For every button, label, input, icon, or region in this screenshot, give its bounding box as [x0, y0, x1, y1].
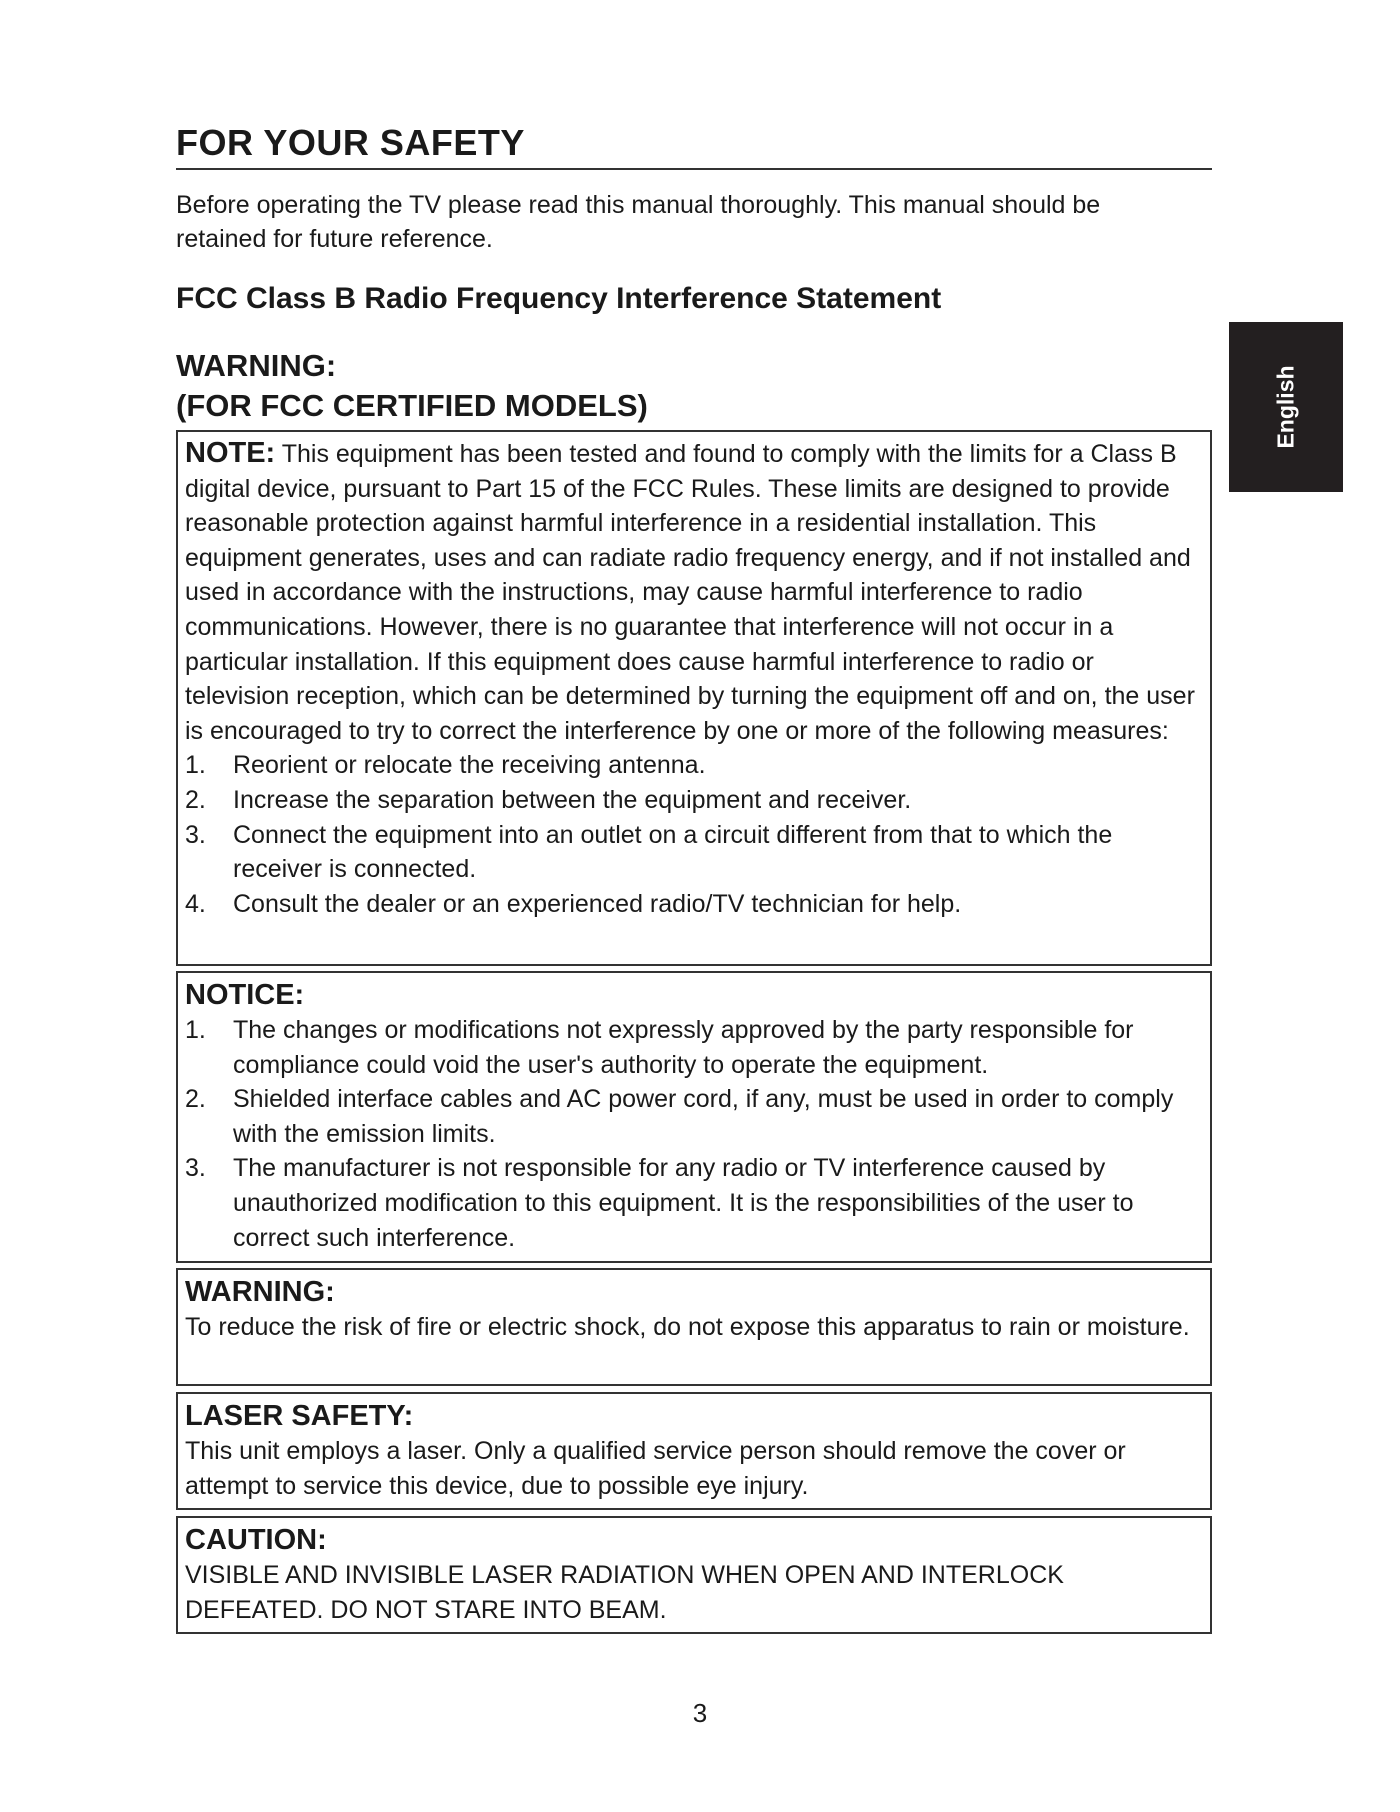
list-item	[185, 748, 1204, 783]
list-number: 1.	[185, 751, 206, 780]
list-number: 4.	[185, 889, 206, 918]
notice-list	[185, 1013, 1204, 1255]
note-measures-list	[185, 748, 1204, 921]
warning-box	[176, 1268, 1212, 1386]
fcc-warning-line2: (FOR FCC CERTIFIED MODELS)	[176, 388, 648, 423]
intro-paragraph: Before operating the TV please read this manual thoroughly. This manual should be retained for future reference.	[176, 191, 1101, 253]
list-number: 3.	[185, 820, 206, 849]
list-number: 3.	[185, 1154, 206, 1183]
list-item	[185, 1082, 1204, 1151]
warning-title: WARNING:	[185, 1276, 335, 1308]
list-item	[185, 887, 1204, 922]
list-text: Increase the separation between the equipment and receiver.	[233, 785, 912, 814]
fcc-warning-heading	[176, 346, 648, 426]
note-text: This equipment has been tested and found to comply with the limits for a Class B digital device, pursuant to Part 15 of the FCC Rules. These limits are designed to provide reasonable protection against harmful interference in a residential installation. This equipment generates, uses and can radiate radio frequency energy, and if not installed and used in accordance with the instructions, may cause harmful interference to radio communications. However, there is no guarantee that interference will not occur in a particular installation. If this equipment does cause harmful interference to radio or television reception, which can be determined by turning the equipment off and on, the user is encouraged to try to correct the interference by one or more of the following measures:	[185, 440, 1195, 745]
warning-text: To reduce the risk of fire or electric shock, do not expose this apparatus to rain or moisture.	[185, 1313, 1190, 1341]
list-number: 2.	[185, 1085, 206, 1114]
list-text: The changes or modifications not expressly approved by the party responsible for compliance could void the user's authority to operate the equipment.	[233, 1016, 1134, 1079]
list-text: Consult the dealer or an experienced radio/TV technician for help.	[233, 889, 962, 918]
list-item	[185, 1151, 1204, 1255]
caution-box	[176, 1516, 1212, 1634]
fcc-subheading: FCC Class B Radio Frequency Interference Statement	[176, 282, 942, 315]
note-label: NOTE:	[185, 437, 276, 469]
list-text: Connect the equipment into an outlet on a circuit different from that to which the receiver is connected.	[233, 820, 1113, 884]
list-text: Reorient or relocate the receiving antenna.	[233, 751, 706, 780]
page-number: 3	[692, 1698, 708, 1728]
note-box	[176, 430, 1212, 966]
list-item	[185, 783, 1204, 818]
laser-safety-text: This unit employs a laser. Only a qualified service person should remove the cover or attempt to service this device, due to possible eye injury.	[185, 1437, 1126, 1500]
laser-safety-title: LASER SAFETY:	[185, 1400, 414, 1432]
list-item	[185, 1013, 1204, 1082]
list-text: Shielded interface cables and AC power cord, if any, must be used in order to comply with the emission limits.	[233, 1085, 1174, 1148]
caution-text: VISIBLE AND INVISIBLE LASER RADIATION WHEN OPEN AND INTERLOCK DEFEATED. DO NOT STARE INTO BEAM.	[185, 1561, 1064, 1624]
fcc-warning-line1: WARNING:	[176, 348, 337, 383]
caution-title: CAUTION:	[185, 1524, 327, 1556]
list-text: The manufacturer is not responsible for any radio or TV interference caused by unauthorized modification to this equipment. It is the responsibilities of the user to correct such interference.	[233, 1154, 1134, 1252]
note-paragraph	[185, 436, 1204, 748]
language-tab	[1229, 322, 1343, 492]
language-tab-label: English	[1272, 365, 1299, 449]
notice-box	[176, 971, 1212, 1263]
laser-safety-box	[176, 1392, 1212, 1510]
notice-title: NOTICE:	[185, 979, 305, 1011]
list-number: 1.	[185, 1016, 206, 1044]
page-title: FOR YOUR SAFETY	[176, 122, 1212, 170]
list-number: 2.	[185, 785, 206, 814]
list-item	[185, 818, 1204, 887]
